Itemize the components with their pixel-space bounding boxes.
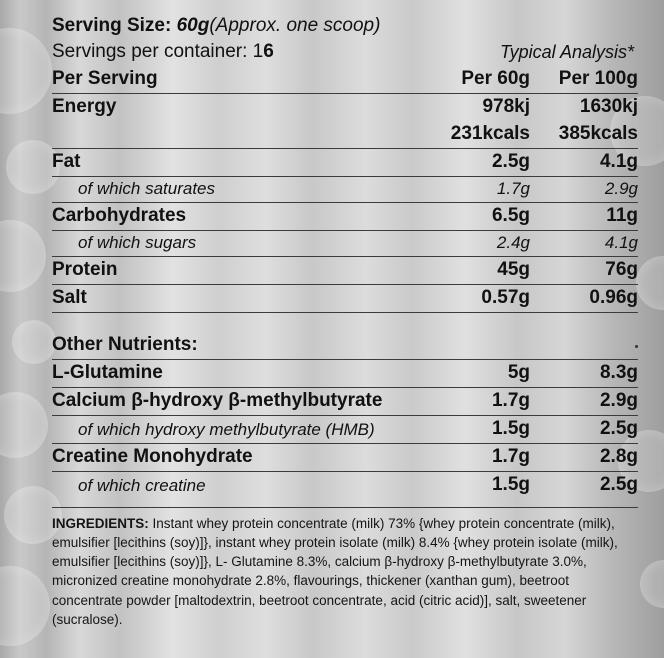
header-per-serving: Per Serving [52,66,434,94]
serving-size-label: Serving Size: [52,15,177,36]
table-row [52,121,638,149]
row-per-100g: 2.5g [599,474,638,495]
serving-size-note: (Approx. one scoop) [209,15,381,36]
other-nutrients-title: Other Nutrients: [52,332,434,360]
row-per-100g: 0.96g [534,285,638,313]
row-per-60g: 1.5g [491,474,530,495]
servings-value: 6 [263,41,274,62]
table-row [52,360,638,388]
table-row [52,203,638,231]
row-name: Salt [52,285,434,313]
row-name: of which saturates [52,177,434,203]
row-per-60g: 5g [434,360,534,388]
row-name: Energy [52,96,117,117]
row-name: Creatine Monohydrate [52,444,434,472]
ingredients-heading: INGREDIENTS: [52,516,149,531]
serving-size-value: 60g [176,15,210,36]
header-per-60g: Per 60g [434,66,534,94]
row-per-60g: 2.5g [434,149,534,177]
table-spacer [52,313,638,333]
typical-analysis-note: Typical Analysis* [499,42,634,62]
row-name: of which sugars [52,231,434,257]
header-per-100g: Per 100g [534,66,638,94]
servings-row [52,39,638,66]
other-nutrients-blank-a [434,332,534,360]
row-per-60g: 231kcals [434,121,534,149]
row-per-60g: 6.5g [434,203,534,231]
row-name: of which hydroxy methylbutyrate (HMB) [52,416,434,444]
table-row [52,149,638,177]
row-per-100g: 385kcals [534,121,638,149]
table-row [52,416,638,444]
table-row [52,231,638,257]
serving-size-line [52,14,638,39]
row-per-100g: 76g [534,257,638,285]
row-per-60g: 1.7g [434,444,534,472]
table-row [52,285,638,313]
row-per-100g: 8.3g [534,360,638,388]
row-name: Fat [52,149,434,177]
row-per-100g: 11g [534,203,638,231]
row-name: L-Glutamine [52,360,434,388]
other-nutrients-blank-b [534,332,638,360]
dot-icon [635,345,638,348]
row-per-60g: 1.7g [434,177,534,203]
row-per-100g: 4.1g [534,231,638,257]
row-per-60g: 0.57g [434,285,534,313]
table-row [52,257,638,285]
servings-cell [52,39,434,66]
header-row [52,66,638,94]
row-per-100g: 2.5g [534,416,638,444]
row-name: of which creatine [78,476,206,495]
row-per-60g: 1.7g [434,388,534,416]
table-row [52,177,638,203]
row-per-60g: 978kj [482,96,530,117]
row-per-60g: 1.5g [434,416,534,444]
row-per-60g: 45g [434,257,534,285]
servings-label: Servings per container: 1 [52,41,264,62]
row-per-60g: 2.4g [434,231,534,257]
label-content [52,14,638,629]
row-per-100g: 2.8g [534,444,638,472]
table-row [52,472,638,500]
row-per-100g: 2.9g [534,388,638,416]
row-name [52,121,434,149]
ingredients-text: Instant whey protein concentrate (milk) 73% {whey protein concentrate (milk), emulsifier [lecithins (soy)]}, instant whey protein isolate (milk) 8.4% {whey protein isolate (milk), emulsifier [lecithins (soy)]}, L- Glutamine 8.3%, calcium β-hydroxy β-methylbutyrate 3.0%, micronized creatine monohydrate 2.8%, flavourings, thickener (xanthan gum), beetroot concentrate powder [maltodextrin, beetroot concentrate, acid (citric acid)], salt, sweetener (sucralose). [52,516,618,627]
other-nutrients-header-row [52,332,638,360]
row-name: Carbohydrates [52,203,434,231]
row-name: Protein [52,257,434,285]
table-row [52,444,638,472]
table-row [52,94,638,122]
row-per-100g: 1630kj [579,96,638,117]
row-per-100g: 2.9g [534,177,638,203]
nutrition-table [52,39,638,499]
ingredients-block [52,507,638,629]
table-row [52,388,638,416]
row-per-100g: 4.1g [534,149,638,177]
row-name: Calcium β-hydroxy β-methylbutyrate [52,388,434,416]
